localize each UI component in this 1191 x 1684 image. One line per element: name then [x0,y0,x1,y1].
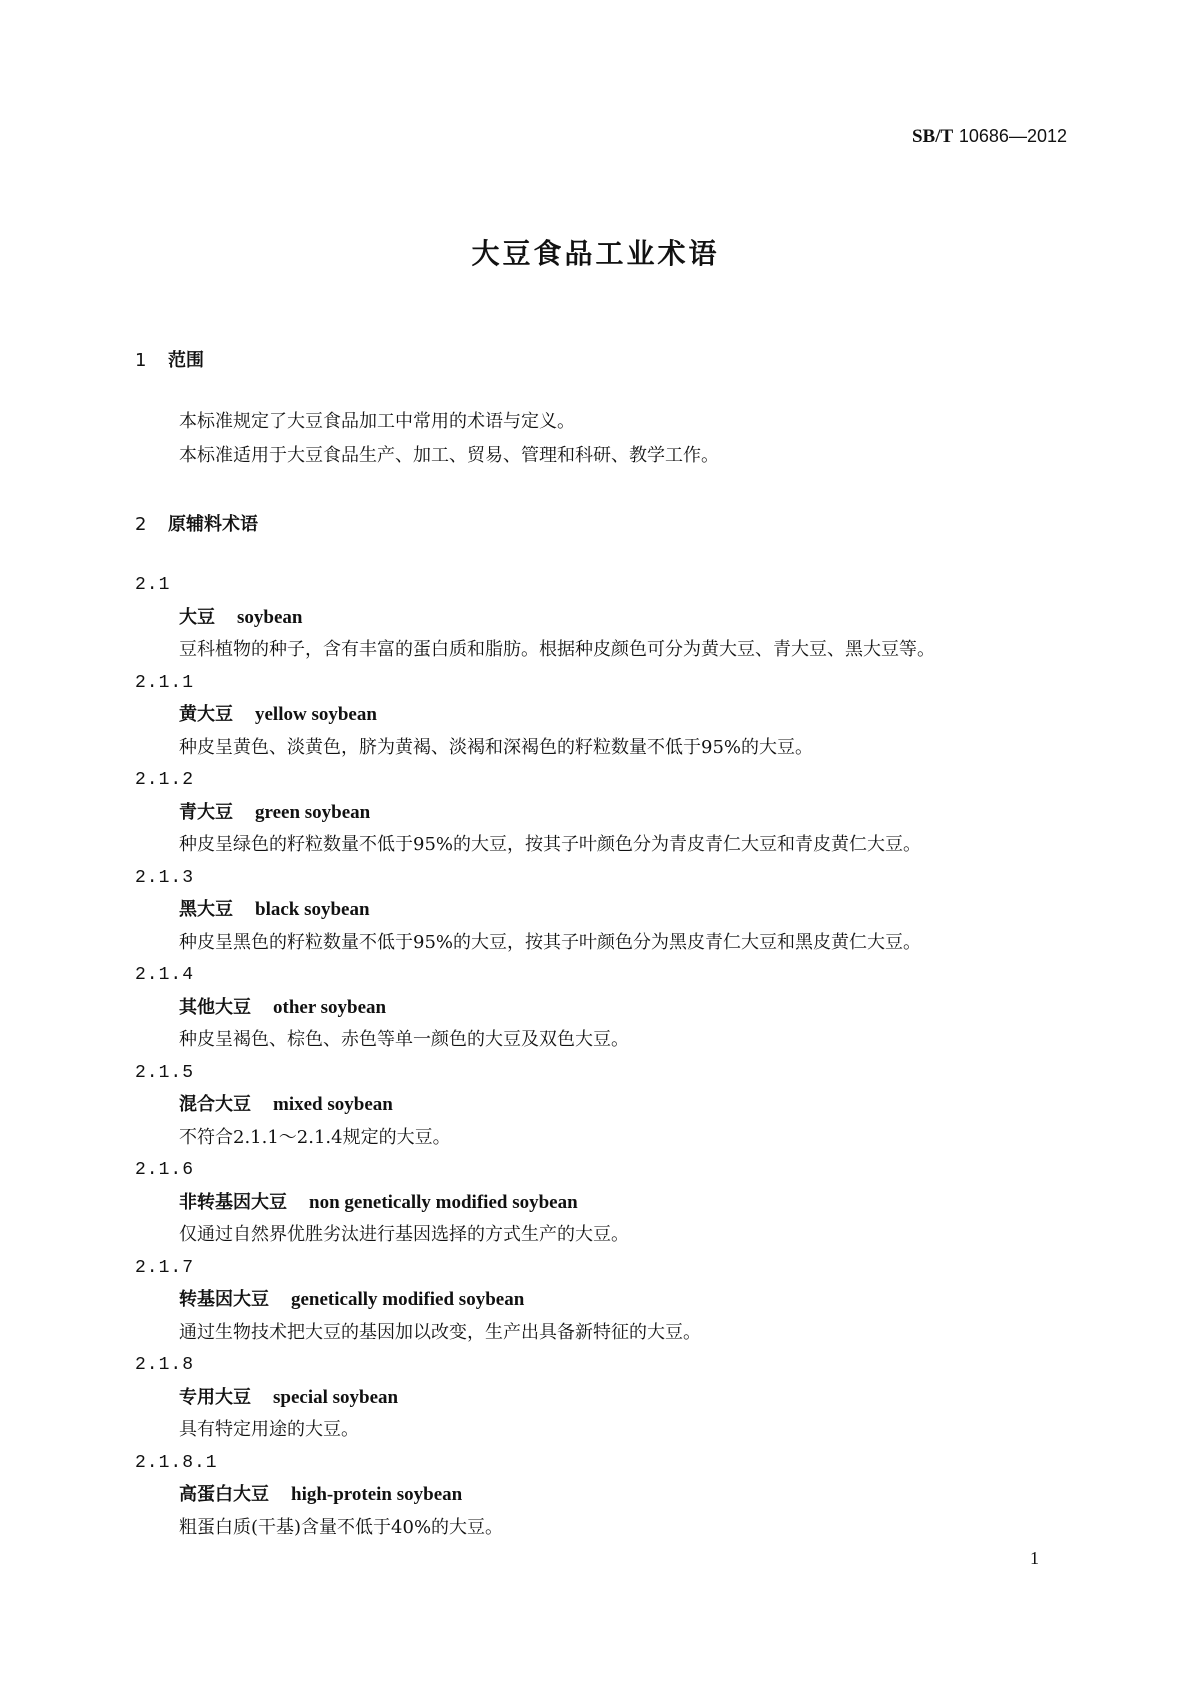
term-definition [135,1219,1095,1252]
term-number [135,667,1095,700]
page-number: 1 [1030,1548,1039,1568]
definition-text: 种皮呈黑色的籽粒数量不低于95%的大豆，按其子叶颜色分为黑皮青仁大豆和黑皮黄仁大豆。 [179,931,922,953]
section-title: 原辅料术语 [168,514,258,535]
term-chinese: 黑大豆 [179,899,233,920]
term-definition [135,1024,1095,1057]
term-number [135,764,1095,797]
definition-text: 豆科植物的种子，含有丰富的蛋白质和脂肪。根据种皮颜色可分为黄大豆、青大豆、黑大豆等。 [179,639,935,660]
term-english: green soybean [255,801,371,823]
term-number-text: 2.1.5 [135,1062,195,1083]
term-number [135,1057,1095,1090]
standard-number: 10686—2012 [958,126,1067,146]
term-number-text: 2.1.4 [135,965,195,985]
term-definition [135,634,1095,667]
definition-text: 具有特定用途的大豆。 [179,1419,359,1440]
term-number [135,1154,1095,1187]
section-materials-heading [135,510,258,536]
standard-prefix: SB/T [911,126,954,147]
term-chinese: 大豆 [179,606,215,628]
term-english: soybean [237,606,303,628]
term-heading [135,992,1095,1025]
term-definition [135,1122,1095,1155]
term-definition [135,1414,1095,1447]
term-heading [135,797,1095,830]
term-chinese: 混合大豆 [179,1094,251,1115]
document-title: 大豆食品工业术语 [471,237,720,270]
term-chinese: 非转基因大豆 [179,1191,287,1213]
term-english: high-protein soybean [291,1484,463,1505]
term-definition [135,732,1095,765]
term-definition [135,1512,1095,1545]
definition-text: 种皮呈绿色的籽粒数量不低于95%的大豆，按其子叶颜色分为青皮青仁大豆和青皮黄仁大豆。 [179,834,922,855]
term-number [135,1349,1095,1382]
term-number [135,569,1095,602]
standard-code [912,126,1067,148]
definition-text: 种皮呈褐色、棕色、赤色等单一颜色的大豆及双色大豆。 [179,1029,629,1050]
term-heading [135,699,1095,732]
definition-text: 种皮呈黄色、淡黄色，脐为黄褐、淡褐和深褐色的籽粒数量不低于95%的大豆。 [179,736,814,758]
section-title: 范围 [168,350,204,371]
term-chinese: 黄大豆 [179,704,233,725]
definition-text: 不符合2.1.1～2.1.4规定的大豆。 [179,1126,451,1148]
term-chinese: 高蛋白大豆 [179,1484,269,1505]
term-number-text: 2.1.3 [135,867,195,888]
term-definition [135,829,1095,862]
term-heading [135,1187,1095,1220]
scope-paragraph [179,405,719,473]
paragraph: 本标准适用于大豆食品生产、加工、贸易、管理和科研、教学工作。 [179,445,719,466]
definition-text: 仅通过自然界优胜劣汰进行基因选择的方式生产的大豆。 [179,1224,629,1245]
term-english: other soybean [273,996,387,1018]
section-number: 1 [135,350,147,371]
definition-text: 粗蛋白质(干基)含量不低于40%的大豆。 [179,1516,504,1538]
term-chinese: 专用大豆 [179,1386,251,1408]
term-heading [135,1382,1095,1415]
section-number: 2 [135,514,147,535]
term-number [135,862,1095,895]
term-number-text: 2.1.8.1 [135,1452,218,1473]
term-number-text: 2.1.2 [135,770,195,790]
term-heading [135,1284,1095,1317]
term-heading [135,602,1095,635]
term-english: black soybean [255,899,370,920]
term-number-text: 2.1.7 [135,1257,195,1278]
term-english: non genetically modified soybean [309,1191,578,1213]
term-number-text: 2.1.6 [135,1160,195,1180]
term-definition [135,1317,1095,1350]
term-chinese: 青大豆 [179,801,233,823]
term-english: yellow soybean [255,704,377,725]
definition-text: 通过生物技术把大豆的基因加以改变，生产出具备新特征的大豆。 [179,1321,701,1343]
term-heading [135,1089,1095,1122]
term-english: mixed soybean [273,1094,393,1115]
term-number-text: 2.1 [135,575,171,595]
term-number [135,1252,1095,1285]
term-number [135,1447,1095,1480]
term-number [135,959,1095,992]
term-list [135,569,1095,1544]
term-chinese: 转基因大豆 [179,1289,269,1310]
section-scope-heading [135,346,204,372]
term-heading [135,894,1095,927]
paragraph: 本标准规定了大豆食品加工中常用的术语与定义。 [179,411,575,432]
term-number-text: 2.1.8 [135,1355,195,1375]
term-english: special soybean [273,1386,399,1408]
term-chinese: 其他大豆 [179,996,251,1018]
term-english: genetically modified soybean [291,1289,525,1310]
term-number-text: 2.1.1 [135,672,195,693]
term-heading [135,1479,1095,1512]
term-definition [135,927,1095,960]
